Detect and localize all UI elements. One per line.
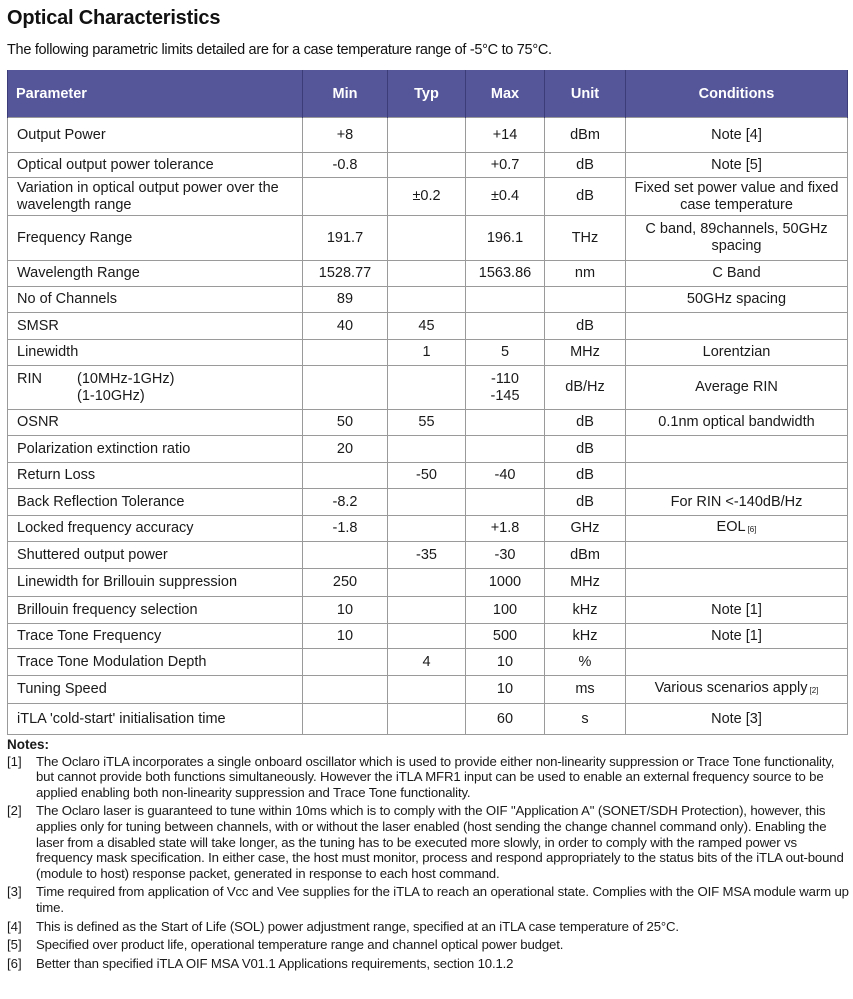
min-value: -0.8 — [332, 156, 358, 173]
notes-section — [7, 737, 849, 974]
cell-conditions — [626, 410, 848, 436]
cell-min — [303, 261, 388, 287]
min-value: +8 — [336, 126, 354, 143]
cell-typ — [388, 410, 466, 436]
conditions-text: C Band — [712, 265, 761, 281]
header-typ: Typ — [388, 70, 466, 118]
cell-max — [466, 624, 545, 649]
cell-unit — [545, 153, 626, 178]
note-item — [7, 803, 849, 881]
max-value: 500 — [492, 627, 518, 644]
cell-min — [303, 624, 388, 649]
cell-typ — [388, 704, 466, 735]
unit-value: dB — [576, 467, 594, 483]
parameter-name: Back Reflection Tolerance — [17, 493, 185, 510]
max-value: 60 — [496, 710, 514, 727]
cell-conditions — [626, 676, 848, 704]
cell-parameter — [8, 287, 303, 313]
cell-typ — [388, 597, 466, 624]
table-row — [8, 463, 848, 489]
cell-min — [303, 704, 388, 735]
cell-min — [303, 569, 388, 597]
cell-min — [303, 216, 388, 261]
conditions-text: Note [3] — [711, 710, 762, 727]
min-value: 10 — [336, 601, 354, 618]
note-text: Time required from application of Vcc and Vee supplies for the iTLA to reach an operational state. Complies with the OIF MSA module warm up time. — [36, 884, 849, 915]
cell-parameter — [8, 216, 303, 261]
parameter-name: Locked frequency accuracy — [17, 520, 194, 536]
cell-typ — [388, 436, 466, 463]
section-title: Optical Characteristics — [7, 7, 221, 29]
unit-value: dB — [576, 156, 594, 173]
cell-max — [466, 597, 545, 624]
cell-max — [466, 463, 545, 489]
table-row — [8, 313, 848, 340]
cell-parameter — [8, 569, 303, 597]
parameter-name: Wavelength Range — [17, 265, 140, 281]
cell-min — [303, 340, 388, 366]
cell-conditions — [626, 597, 848, 624]
cell-max — [466, 313, 545, 340]
note-text: The Oclaro laser is guaranteed to tune within 10ms which is to comply with the OIF "Application A" (SONET/SDH Protection), however, this applies only for tuning between channels, with or without the laser enabled (host sending the change channel command only). Enabling the laser from a disabled state will take longer, as the tuning has to be executed more slowly, in order to comply with the ramped power vs frequency mask specification. In either case, the host must monitor, process and respond appropriately to the status bits of the iTLA out-bound (module to host) response packet, generated in response to each host command. — [36, 803, 844, 881]
note-number: [2] — [7, 803, 22, 819]
unit-value: dB/Hz — [565, 379, 605, 395]
max-value-1: -110 — [491, 370, 519, 387]
cell-parameter — [8, 704, 303, 735]
unit-value: s — [581, 710, 589, 727]
unit-value: dB — [576, 440, 594, 457]
header-min: Min — [303, 70, 388, 118]
cell-parameter — [8, 624, 303, 649]
cell-conditions — [626, 153, 848, 178]
conditions-text: EOL — [716, 519, 746, 535]
cell-typ — [388, 287, 466, 313]
parameter-name: Variation in optical output power over the wavelength range — [17, 179, 279, 213]
cell-unit — [545, 340, 626, 366]
parameter-name: Trace Tone Modulation Depth — [17, 653, 207, 670]
cell-unit — [545, 463, 626, 489]
cell-unit — [545, 436, 626, 463]
cell-unit — [545, 597, 626, 624]
cell-conditions — [626, 516, 848, 542]
parameter-name: Brillouin frequency selection — [17, 601, 198, 618]
cell-typ — [388, 569, 466, 597]
parameter-name: Linewidth for Brillouin suppression — [17, 574, 238, 590]
cell-typ — [388, 261, 466, 287]
parameter-name: Output Power — [17, 126, 106, 143]
table-row — [8, 261, 848, 287]
header-max: Max — [466, 70, 545, 118]
cell-unit — [545, 178, 626, 216]
cell-max — [466, 569, 545, 597]
cell-max — [466, 216, 545, 261]
cell-typ — [388, 542, 466, 569]
table-header-row — [8, 70, 848, 118]
cell-max — [466, 542, 545, 569]
cell-typ — [388, 118, 466, 153]
max-value: 10 — [496, 653, 514, 670]
conditions-text: For RIN <-140dB/Hz — [670, 493, 803, 510]
note-text: Better than specified iTLA OIF MSA V01.1 Applications requirements, section 10.1.2 — [36, 955, 514, 971]
note-number: [3] — [7, 884, 22, 900]
unit-value: nm — [574, 265, 596, 281]
parameter-name: Optical output power tolerance — [17, 156, 214, 173]
cell-max — [466, 410, 545, 436]
max-value: 1563.86 — [478, 265, 532, 281]
cell-parameter — [8, 261, 303, 287]
cell-max — [466, 436, 545, 463]
max-value: 5 — [500, 344, 510, 360]
parameter-name: Tuning Speed — [17, 681, 107, 697]
table-row — [8, 597, 848, 624]
parameter-name: Trace Tone Frequency — [17, 627, 162, 644]
cell-typ — [388, 463, 466, 489]
cell-min — [303, 463, 388, 489]
intro-text: The following parametric limits detailed are for a case temperature range of -5°C to 75°C. — [7, 42, 552, 58]
note-number: [6] — [7, 955, 22, 971]
cell-unit — [545, 366, 626, 410]
parameter-name: iTLA 'cold-start' initialisation time — [17, 710, 226, 727]
cell-conditions — [626, 649, 848, 676]
typ-value: 55 — [418, 414, 435, 430]
min-value: 50 — [336, 414, 354, 430]
min-value: -1.8 — [332, 520, 358, 536]
cell-parameter — [8, 676, 303, 704]
max-value: 1000 — [488, 574, 522, 590]
table-row — [8, 649, 848, 676]
cell-parameter — [8, 340, 303, 366]
note-reference: [2] — [809, 686, 819, 695]
cell-min — [303, 649, 388, 676]
cell-conditions — [626, 624, 848, 649]
cell-min — [303, 118, 388, 153]
max-value: +0.7 — [490, 156, 520, 173]
min-value: 191.7 — [326, 229, 364, 246]
cell-min — [303, 436, 388, 463]
cell-max — [466, 676, 545, 704]
cell-max — [466, 516, 545, 542]
cell-unit — [545, 261, 626, 287]
cell-parameter — [8, 118, 303, 153]
cell-conditions — [626, 489, 848, 516]
unit-value: THz — [571, 229, 599, 246]
cell-max — [466, 287, 545, 313]
optical-characteristics-table — [7, 70, 848, 735]
note-number: [4] — [7, 918, 22, 934]
cell-max — [466, 489, 545, 516]
note-reference: [6] — [747, 525, 757, 534]
table-row — [8, 153, 848, 178]
table-row — [8, 340, 848, 366]
cell-conditions — [626, 118, 848, 153]
max-value: 10 — [496, 681, 514, 697]
cell-unit — [545, 410, 626, 436]
conditions-text: Lorentzian — [702, 344, 771, 360]
note-item — [7, 919, 849, 935]
note-text: This is defined as the Start of Life (SOL) power adjustment range, specified at an iTLA case temperature of 25°C. — [36, 918, 679, 934]
cell-parameter — [8, 436, 303, 463]
cell-min — [303, 410, 388, 436]
parameter-name: No of Channels — [17, 291, 117, 307]
cell-unit — [545, 216, 626, 261]
rin-label: RIN — [17, 370, 42, 387]
cell-typ — [388, 489, 466, 516]
typ-value: 4 — [422, 653, 431, 670]
min-value: -8.2 — [332, 493, 358, 510]
header-parameter: Parameter — [8, 70, 303, 118]
min-value: 1528.77 — [318, 265, 372, 281]
cell-parameter — [8, 178, 303, 216]
cell-unit — [545, 313, 626, 340]
conditions-text: Note [5] — [711, 156, 762, 173]
unit-value: dBm — [570, 126, 600, 143]
cell-parameter — [8, 597, 303, 624]
unit-value: dB — [576, 414, 594, 430]
cell-typ — [388, 516, 466, 542]
cell-min — [303, 597, 388, 624]
note-number: [1] — [7, 753, 22, 769]
unit-value: dB — [576, 493, 594, 510]
max-value: ±0.4 — [490, 188, 520, 204]
cell-typ — [388, 313, 466, 340]
cell-conditions — [626, 463, 848, 489]
cell-parameter — [8, 649, 303, 676]
cell-parameter — [8, 463, 303, 489]
cell-conditions — [626, 569, 848, 597]
unit-value: dB — [576, 188, 594, 204]
unit-value: dBm — [570, 546, 600, 563]
table-row — [8, 366, 848, 410]
table-row — [8, 410, 848, 436]
typ-value: -35 — [416, 546, 437, 563]
unit-value: % — [578, 653, 592, 670]
parameter-name: SMSR — [17, 317, 59, 334]
table-row — [8, 542, 848, 569]
cell-parameter — [8, 366, 303, 410]
cell-min — [303, 287, 388, 313]
parameter-name: Shuttered output power — [17, 546, 168, 563]
table-row — [8, 489, 848, 516]
max-value: +1.8 — [490, 520, 520, 536]
max-value: +14 — [492, 126, 518, 143]
conditions-text: Note [1] — [711, 627, 762, 644]
cell-typ — [388, 340, 466, 366]
table-row — [8, 569, 848, 597]
conditions-text: Note [1] — [711, 601, 762, 618]
cell-max — [466, 704, 545, 735]
rin-range-2: (1-10GHz) — [77, 387, 145, 404]
min-value: 20 — [336, 440, 354, 457]
table-row — [8, 287, 848, 313]
cell-typ — [388, 649, 466, 676]
table-row — [8, 624, 848, 649]
cell-max — [466, 340, 545, 366]
cell-parameter — [8, 489, 303, 516]
note-number: [5] — [7, 937, 22, 953]
parameter-name: OSNR — [17, 414, 59, 430]
cell-typ — [388, 153, 466, 178]
cell-max — [466, 261, 545, 287]
cell-parameter — [8, 313, 303, 340]
cell-conditions — [626, 366, 848, 410]
cell-parameter — [8, 516, 303, 542]
cell-min — [303, 313, 388, 340]
cell-conditions — [626, 436, 848, 463]
cell-unit — [545, 489, 626, 516]
conditions-text: Note [4] — [711, 126, 762, 143]
cell-max — [466, 649, 545, 676]
cell-unit — [545, 624, 626, 649]
cell-conditions — [626, 287, 848, 313]
cell-unit — [545, 542, 626, 569]
parameter-name: Frequency Range — [17, 229, 133, 246]
cell-unit — [545, 516, 626, 542]
cell-min — [303, 489, 388, 516]
conditions-text: Fixed set power value and fixed case temperature — [634, 179, 839, 213]
conditions-text: Average RIN — [695, 379, 778, 395]
note-item — [7, 937, 849, 953]
cell-unit — [545, 649, 626, 676]
cell-min — [303, 542, 388, 569]
unit-value: MHz — [570, 344, 600, 360]
note-text: Specified over product life, operational temperature range and channel optical power budget. — [36, 937, 564, 953]
conditions-text: C band, 89channels, 50GHz spacing — [645, 221, 828, 254]
unit-value: kHz — [572, 627, 598, 644]
cell-max — [466, 118, 545, 153]
header-conditions: Conditions — [626, 70, 848, 118]
note-text: The Oclaro iTLA incorporates a single onboard oscillator which is used to provide either non-linearity suppression or Trace Tone functionality, but cannot provide both functions simultaneously. However the iTLA MFR1 input can be used to enable an external frequency source to be applied enabling both non-linearity suppression and Trace Tone functionality. — [36, 753, 835, 800]
cell-unit — [545, 118, 626, 153]
cell-typ — [388, 676, 466, 704]
max-value-2: -145 — [490, 387, 520, 404]
header-unit: Unit — [545, 70, 626, 118]
typ-value: 1 — [422, 344, 431, 360]
cell-min — [303, 366, 388, 410]
cell-typ — [388, 624, 466, 649]
rin-range-1: (10MHz-1GHz) — [77, 370, 175, 387]
cell-conditions — [626, 261, 848, 287]
cell-max — [466, 366, 545, 410]
cell-typ — [388, 178, 466, 216]
cell-max — [466, 178, 545, 216]
parameter-name: Linewidth — [17, 344, 79, 360]
table-row — [8, 216, 848, 261]
cell-min — [303, 676, 388, 704]
table-row — [8, 118, 848, 153]
table-row — [8, 436, 848, 463]
conditions-text: 0.1nm optical bandwidth — [658, 414, 815, 430]
notes-title: Notes: — [7, 737, 50, 752]
typ-value: ±0.2 — [412, 188, 441, 204]
min-value: 40 — [336, 317, 354, 334]
cell-typ — [388, 216, 466, 261]
cell-conditions — [626, 313, 848, 340]
conditions-text: Various scenarios apply — [654, 680, 808, 696]
cell-parameter — [8, 410, 303, 436]
parameter-name: Polarization extinction ratio — [17, 440, 191, 457]
cell-min — [303, 516, 388, 542]
cell-unit — [545, 569, 626, 597]
cell-conditions — [626, 178, 848, 216]
cell-max — [466, 153, 545, 178]
unit-value: GHz — [570, 520, 600, 536]
cell-unit — [545, 676, 626, 704]
cell-parameter — [8, 542, 303, 569]
cell-typ — [388, 366, 466, 410]
min-value: 250 — [332, 574, 358, 590]
table-row — [8, 704, 848, 735]
table-row — [8, 676, 848, 704]
max-value: 196.1 — [486, 229, 524, 246]
cell-unit — [545, 287, 626, 313]
min-value: 10 — [336, 627, 354, 644]
note-item — [7, 754, 849, 801]
max-value: -40 — [494, 467, 516, 483]
cell-conditions — [626, 216, 848, 261]
note-item — [7, 956, 849, 972]
cell-min — [303, 153, 388, 178]
cell-unit — [545, 704, 626, 735]
unit-value: kHz — [572, 601, 598, 618]
cell-parameter — [8, 153, 303, 178]
cell-conditions — [626, 340, 848, 366]
unit-value: dB — [576, 317, 594, 334]
typ-value: -50 — [416, 467, 437, 483]
unit-value: ms — [575, 681, 595, 697]
table-row — [8, 516, 848, 542]
typ-value: 45 — [418, 317, 435, 334]
cell-min — [303, 178, 388, 216]
cell-conditions — [626, 542, 848, 569]
note-item — [7, 884, 849, 915]
cell-conditions — [626, 704, 848, 735]
table-row — [8, 178, 848, 216]
max-value: 100 — [492, 601, 518, 618]
parameter-name: Return Loss — [17, 467, 96, 483]
unit-value: MHz — [570, 574, 600, 590]
min-value: 89 — [336, 291, 354, 307]
conditions-text: 50GHz spacing — [686, 291, 787, 307]
max-value: -30 — [494, 546, 516, 563]
